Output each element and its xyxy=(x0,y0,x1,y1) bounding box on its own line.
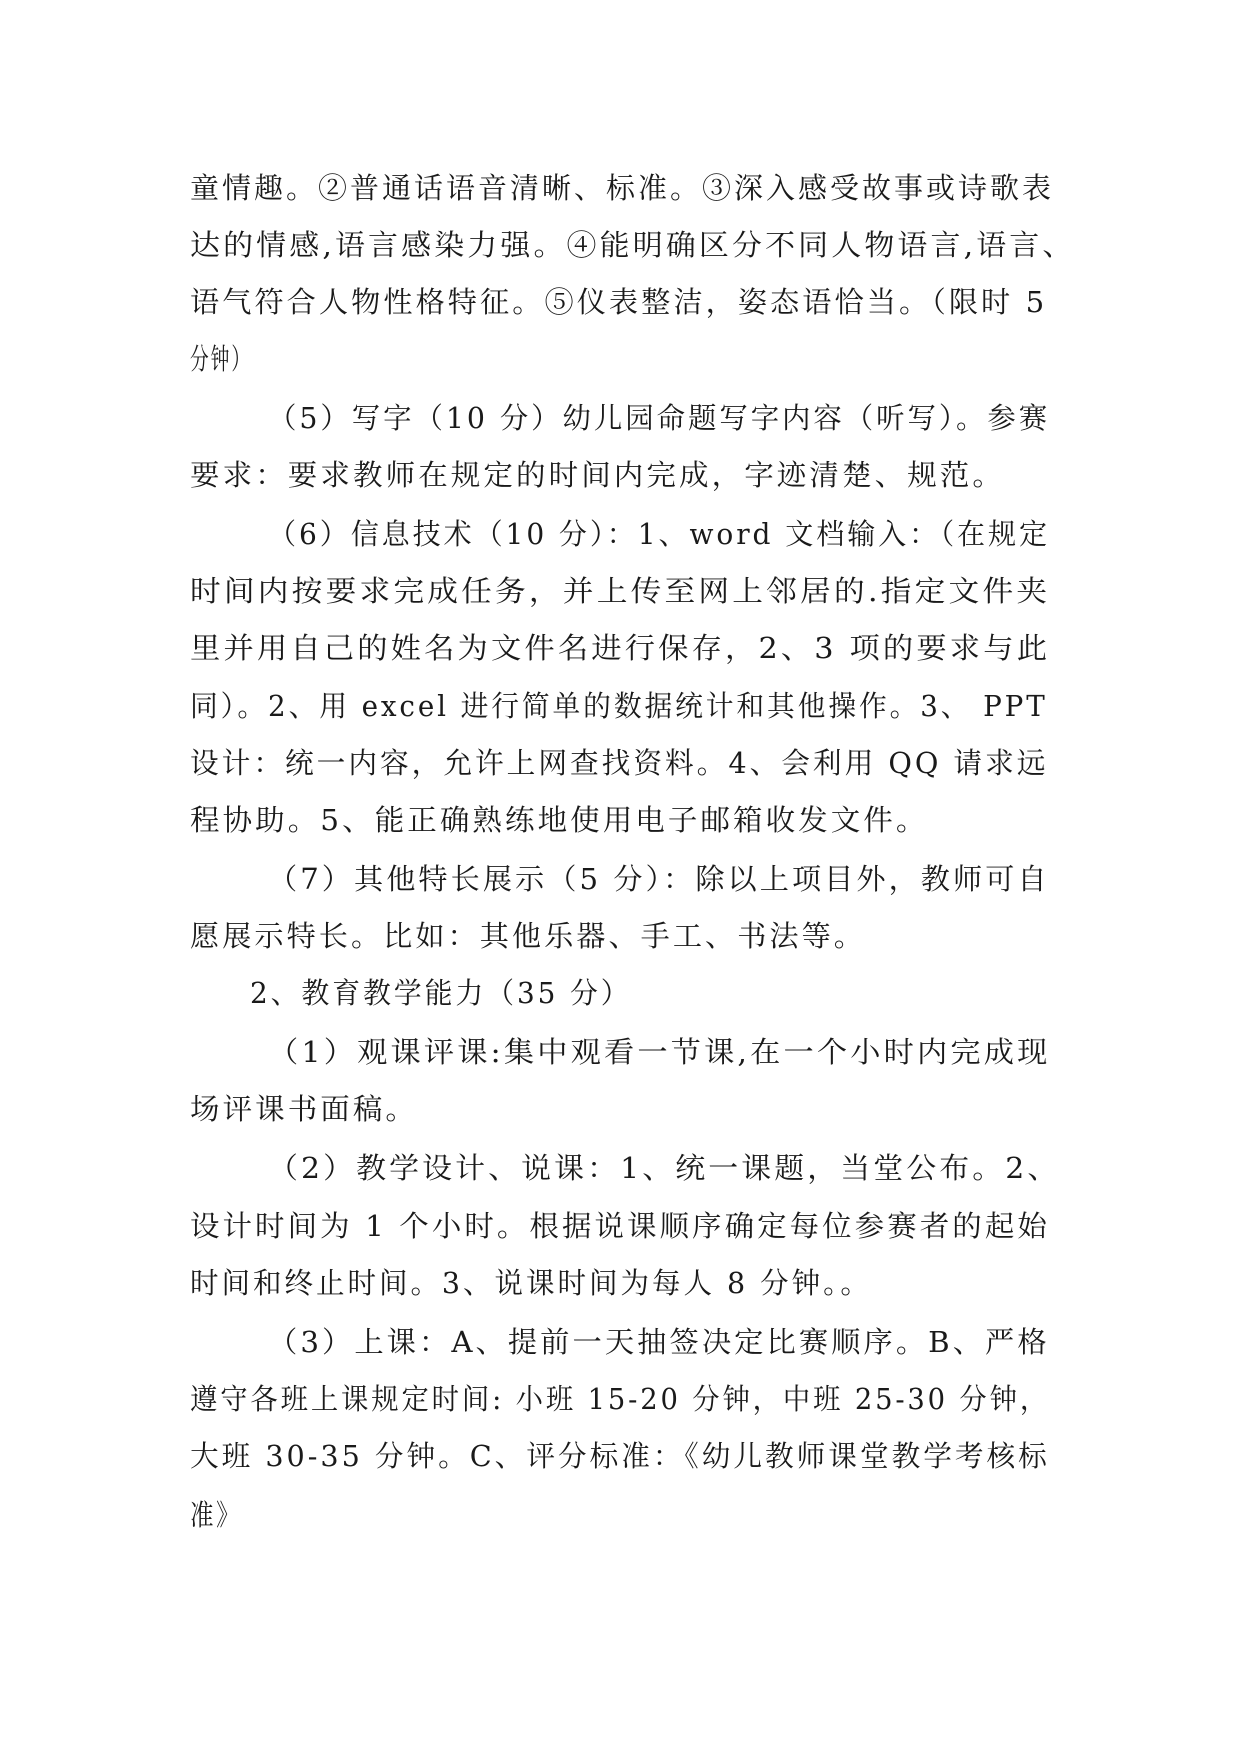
text-line: 同）。2、用 excel 进行简单的数据统计和其他操作。3、 PPT xyxy=(190,689,1048,723)
text-line: 时间内按要求完成任务，并上传至网上邻居的.指定文件夹 xyxy=(190,574,1051,608)
text-line: 程协助。5、能正确熟练地使用电子邮箱收发文件。 xyxy=(190,803,929,837)
text-line: （2）教学设计、说课：1、统一课题，当堂公布。2、 xyxy=(268,1151,1061,1185)
text-line: 达的情感,语言感染力强。④能明确区分不同人物语言,语言、 xyxy=(190,228,1076,262)
text-line: （3）上课：A、提前一天抽签决定比赛顺序。B、严格 xyxy=(268,1325,1050,1359)
text-line: 大班 30-35 分钟。C、评分标准：《幼儿教师课堂教学考核标 xyxy=(190,1439,1050,1473)
text-line: 要求：要求教师在规定的时间内完成，字迹清楚、规范。 xyxy=(190,458,1006,492)
text-line: 场评课书面稿。 xyxy=(190,1092,419,1126)
text-line: 设计时间为 1 个小时。根据说课顺序确定每位参赛者的起始 xyxy=(190,1209,1050,1243)
text-line: 遵守各班上课规定时间: 小班 15-20 分钟，中班 25-30 分钟， xyxy=(190,1382,1051,1416)
text-line: 愿展示特长。比如：其他乐器、手工、书法等。 xyxy=(190,919,867,953)
text-line: （5）写字（10 分）幼儿园命题写字内容（听写）。参赛 xyxy=(268,401,1051,435)
text-line: （1）观课评课:集中观看一节课,在一个小时内完成现 xyxy=(268,1035,1051,1069)
text-line: （7）其他特长展示（5 分）：除以上项目外，教师可自 xyxy=(268,862,1050,896)
text-line: 2、教育教学能力（35 分） xyxy=(250,976,632,1010)
text-line: 语气符合人物性格特征。⑤仪表整洁，姿态语恰当。（限时 5 xyxy=(190,285,1048,319)
text-line: 童情趣。②普通话语音清晰、标准。③深入感受故事或诗歌表 xyxy=(190,171,1055,205)
text-line: 分钟） xyxy=(190,342,253,376)
text-line: （6）信息技术（10 分）：1、word 文档输入：（在规定 xyxy=(268,517,1050,551)
text-line: 设计：统一内容，允许上网查找资料。4、会利用 QQ 请求远 xyxy=(190,746,1049,780)
text-line: 准》 xyxy=(190,1498,243,1532)
text-line: 时间和终止时间。3、说课时间为每人 8 分钟。。 xyxy=(190,1266,872,1300)
text-line: 里并用自己的姓名为文件名进行保存，2、3 项的要求与此 xyxy=(190,631,1051,665)
